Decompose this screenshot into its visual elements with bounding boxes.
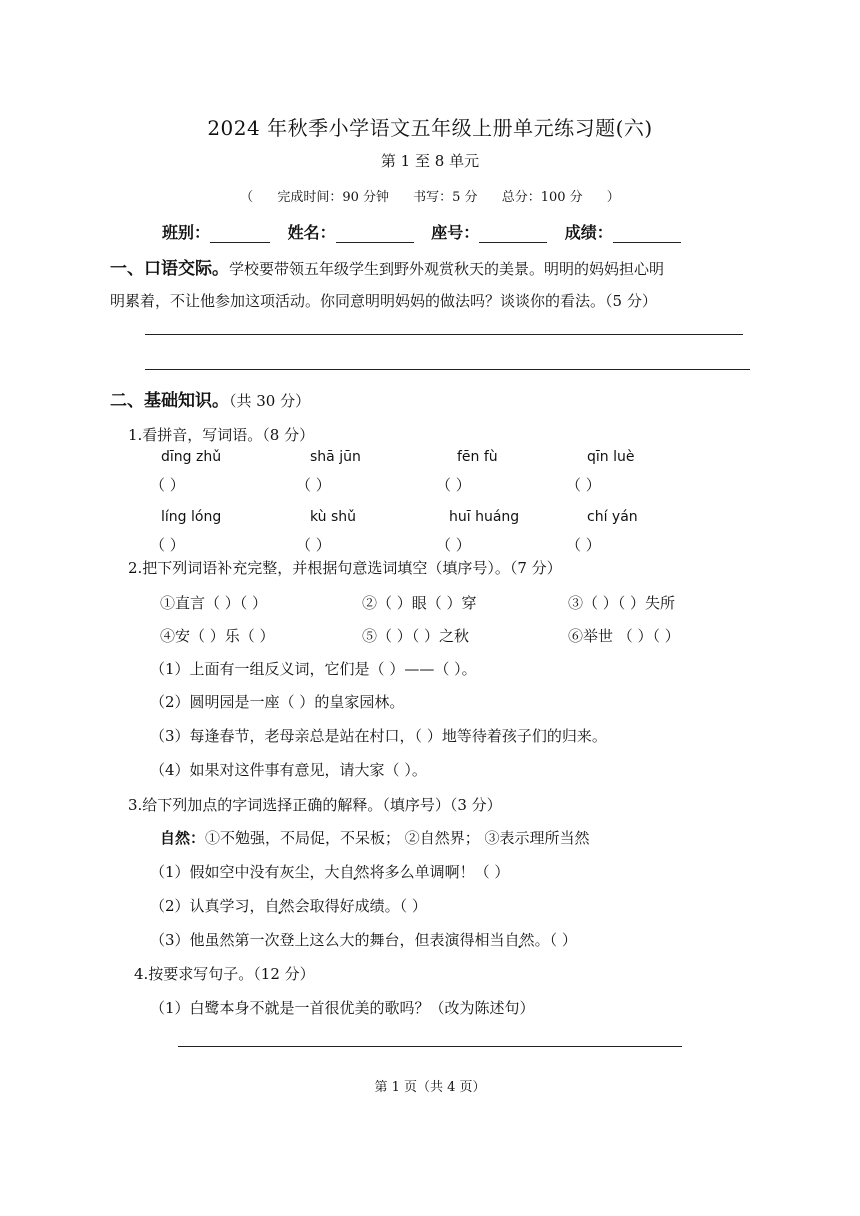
sentence-text: 会取得好成绩。（ ） <box>294 897 427 915</box>
sentence-text: （3）他虽然第一次登上这么大的舞台，但表演得相当 <box>150 931 505 949</box>
seat-blank[interactable] <box>479 228 547 243</box>
seat-label: 座号： <box>431 223 480 242</box>
pinyin: qīn luè <box>587 449 635 465</box>
dotted-word: 自然 <box>504 931 535 949</box>
q2-sentence-1[interactable]: （1）上面有一组反义词，它们是（ ）——（ ）。 <box>150 660 477 678</box>
q2-sentence-2[interactable]: （2）圆明园是一座（ ）的皇家园林。 <box>150 693 405 711</box>
word-item[interactable]: ⑤（ ）（ ）之秋 <box>362 627 470 645</box>
pinyin: kù shǔ <box>310 509 357 525</box>
section1-line1 <box>110 256 664 282</box>
pinyin: chí yán <box>587 509 638 525</box>
def-word: 自然： <box>160 829 206 847</box>
pinyin: líng lóng <box>161 509 222 525</box>
section2-points: （共 30 分） <box>229 392 311 410</box>
answer-parens[interactable]: （ ） <box>150 536 185 554</box>
section2-heading-row <box>110 386 310 411</box>
page-subtitle: 第 1 至 8 单元 <box>380 152 480 170</box>
score-field[interactable] <box>565 220 681 243</box>
sentence-text: 。（ ） <box>534 931 577 949</box>
seat-field[interactable] <box>431 220 547 243</box>
pinyin: dīng zhǔ <box>161 449 222 465</box>
answer-parens[interactable]: （ ） <box>566 536 601 554</box>
answer-parens[interactable]: （ ） <box>150 476 185 494</box>
class-label: 班别： <box>162 223 211 242</box>
word-item[interactable]: ⑥举世 （ ）（ ） <box>568 627 680 645</box>
dotted-word: 自然 <box>264 897 295 915</box>
word-item[interactable]: ②（ ）眼（ ）穿 <box>362 594 477 612</box>
dotted-word: 自然 <box>339 863 370 881</box>
name-blank[interactable] <box>336 228 414 243</box>
section1-text-2: 明累着，不让他参加这项活动。你同意明明妈妈的做法吗？谈谈你的看法。（5 分） <box>110 292 657 310</box>
q3-sentence-3[interactable] <box>150 929 577 950</box>
q3-sentence-1[interactable] <box>150 861 509 882</box>
section1-heading: 一、口语交际。 <box>110 259 229 279</box>
answer-parens[interactable]: （ ） <box>296 476 331 494</box>
answer-parens[interactable]: （ ） <box>566 476 601 494</box>
meta-total: 总分：100 分 <box>501 190 583 205</box>
answer-line[interactable] <box>145 334 743 335</box>
class-field[interactable] <box>162 220 270 243</box>
pinyin: fēn fù <box>457 449 498 465</box>
page-number: 第 1 页（共 4 页） <box>374 1080 486 1095</box>
score-label: 成绩： <box>564 223 613 242</box>
q2-sentence-4[interactable]: （4）如果对这件事有意见，请大家（ ）。 <box>150 761 427 779</box>
answer-line[interactable] <box>145 369 750 370</box>
section2-heading: 二、基础知识。 <box>110 391 229 411</box>
q3-definitions <box>160 827 590 848</box>
q4-label: 4.按要求写句子。（12 分） <box>134 965 315 983</box>
q2-label: 2.把下列词语补充完整，并根据句意选词填空（填序号）。（7 分） <box>128 559 562 577</box>
q1-label: 1.看拼音，写词语。（8 分） <box>128 426 315 444</box>
pinyin: shā jūn <box>310 449 361 465</box>
sentence-text: （1）假如空中没有灰尘，大 <box>150 863 340 881</box>
name-label: 姓名： <box>287 223 336 242</box>
q3-label: 3.给下列加点的字词选择正确的解释。（填序号）（3 分） <box>128 796 502 814</box>
word-item[interactable]: ①直言（ ）（ ） <box>160 594 268 612</box>
meta-close: ） <box>606 190 620 205</box>
word-item[interactable]: ④安（ ）乐（ ） <box>160 627 275 645</box>
answer-parens[interactable]: （ ） <box>296 536 331 554</box>
answer-parens[interactable]: （ ） <box>436 476 471 494</box>
exam-meta <box>0 186 860 205</box>
meta-time: 完成时间：90 分钟 <box>277 190 390 205</box>
meta-open: （ <box>240 190 254 205</box>
sentence-text: （2）认真学习， <box>150 897 265 915</box>
section1-text-1: 学校要带领五年级学生到野外观赏秋天的美景。明明的妈妈担心明 <box>229 260 665 278</box>
answer-parens[interactable]: （ ） <box>436 536 471 554</box>
sentence-text: 将多么单调啊！（ ） <box>369 863 510 881</box>
score-blank[interactable] <box>613 228 681 243</box>
pinyin: huī huáng <box>449 509 520 525</box>
name-field[interactable] <box>288 220 414 243</box>
word-item[interactable]: ③（ ）（ ）失所 <box>568 594 676 612</box>
def-text: ①不勉强，不局促，不呆板； ②自然界； ③表示理所当然 <box>205 829 590 847</box>
meta-writing: 书写：5 分 <box>413 190 478 205</box>
q2-sentence-3[interactable]: （3）每逢春节，老母亲总是站在村口，（ ）地等待着孩子们的归来。 <box>150 727 607 745</box>
student-info-line <box>162 220 693 243</box>
q4-sentence-1: （1）白鹭本身不就是一首很优美的歌吗？（改为陈述句） <box>150 999 535 1017</box>
page-title: 2024 年秋季小学语文五年级上册单元练习题(六) <box>207 116 653 140</box>
answer-line[interactable] <box>178 1046 682 1047</box>
q3-sentence-2[interactable] <box>150 895 427 916</box>
class-blank[interactable] <box>210 228 270 243</box>
